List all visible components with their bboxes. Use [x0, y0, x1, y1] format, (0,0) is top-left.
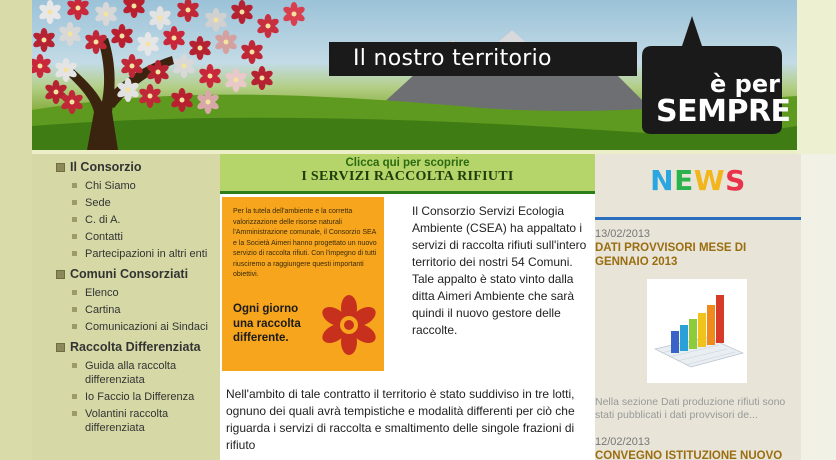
news-title-letter: W — [693, 164, 726, 197]
news-chart-thumbnail[interactable] — [647, 279, 747, 383]
cta-title: I SERVIZI RACCOLTA RIFIUTI — [301, 169, 514, 184]
news-excerpt: Nella sezione Dati produzione rifiuti sono stati pubblicati i dati provvisori de... — [595, 396, 786, 421]
bar-chart-icon — [647, 279, 747, 383]
tree-flower — [172, 54, 196, 78]
sidebar-section-title[interactable]: Il Consorzio — [56, 158, 220, 176]
sidebar-item-sede[interactable]: Sede — [70, 196, 220, 210]
slogan-line2: SEMPRE — [656, 94, 791, 129]
tree-flower — [38, 0, 62, 24]
sidebar-item-io-faccio[interactable]: Io Faccio la Differenza — [70, 390, 220, 404]
sidebar-section-raccolta — [56, 338, 220, 435]
tree-flower — [162, 26, 186, 50]
slogan-line1: è per — [710, 70, 780, 98]
tree-flower — [58, 22, 82, 46]
tree-flower — [148, 6, 172, 30]
tree-flower — [230, 0, 254, 24]
tree-flower — [110, 24, 134, 48]
banner-title: Il nostro territorio — [329, 42, 637, 76]
sidebar — [32, 154, 220, 460]
sidebar-item-volantini[interactable]: Volantini raccolta differenziata — [70, 407, 220, 435]
news-title-letter: N — [650, 164, 675, 197]
news-headline-link[interactable]: DATI PROVVISORI MESE DI GENNAIO 2013 — [595, 242, 747, 268]
sidebar-item-chi-siamo[interactable]: Chi Siamo — [70, 179, 220, 193]
page-edge — [801, 154, 836, 460]
sidebar-item-partecipazioni[interactable]: Partecipazioni in altri enti — [70, 247, 220, 261]
tree-flower — [32, 28, 56, 52]
tree-flower — [250, 66, 274, 90]
main-content — [220, 154, 595, 460]
intro-paragraph: Il Consorzio Servizi Ecologia Ambiente (CSEA) ha appaltato i servizi di raccolta rifiuti sull'intero territorio dei nostri 54 Comuni. Tale appalto è stato vinto dalla ditta Aimeri Ambiente che sarà quindi il nuovo gestore delle raccolte. — [412, 204, 587, 337]
news-date: 13/02/2013 — [595, 228, 651, 240]
sidebar-item-elenco[interactable]: Elenco — [70, 286, 220, 300]
page-edge — [797, 0, 836, 154]
news-title — [595, 164, 801, 197]
news-excerpt-block — [595, 396, 801, 422]
tree-flower — [66, 0, 90, 20]
tree-flower — [176, 0, 200, 22]
cta-subtitle: Clicca qui per scoprire — [345, 157, 470, 169]
sidebar-item-guida[interactable]: Guida alla raccolta differenziata — [70, 359, 220, 387]
tree-flower — [256, 14, 280, 38]
sidebar-item-comunicazioni[interactable]: Comunicazioni ai Sindaci — [70, 320, 220, 334]
tree-flower — [240, 40, 264, 64]
tree-flower — [136, 32, 160, 56]
sidebar-item-cda[interactable]: C. di A. — [70, 213, 220, 227]
tree-flower — [204, 8, 228, 32]
header-banner — [32, 0, 797, 150]
news-panel — [595, 154, 801, 460]
sidebar-section-comuni — [56, 265, 220, 334]
sidebar-section-title[interactable]: Comuni Consorziati — [56, 265, 220, 283]
sidebar-item-cartina[interactable]: Cartina — [70, 303, 220, 317]
news-item[interactable] — [595, 436, 801, 460]
news-title-letter: E — [674, 164, 694, 197]
tree-flower — [188, 36, 212, 60]
news-date: 12/02/2013 — [595, 436, 651, 448]
tree-flower — [198, 64, 222, 88]
news-item[interactable] — [595, 228, 801, 269]
body-paragraph: Nell'ambito di tale contratto il territorio è stato suddiviso in tre lotti, ognuno dei quali avrà tempistiche e modalità differenti per ciò che riguarda i servizi di raccolta e smaltimento delle singole frazioni di rifiuto — [226, 387, 575, 452]
news-title-letter: S — [725, 164, 746, 197]
slogan-badge — [622, 16, 791, 134]
sidebar-section-title[interactable]: Raccolta Differenziata — [56, 338, 220, 356]
news-divider — [595, 217, 801, 220]
news-headline-link[interactable]: CONVEGNO ISTITUZIONE NUOVO — [595, 450, 783, 460]
promo-text: Per la tutela dell'ambiente e la corretta valorizzazione delle risorse naturali l'Amministrazione comunale, il Consorzio SEA e la Società Aimeri hanno progettato un nuovo servizio di raccolta rifiuti. Con l'impegno di tutti riusciremo a raggiungere questi importanti obiettivi. — [233, 208, 377, 278]
tree-flower — [32, 54, 52, 78]
tree-flower — [282, 2, 306, 26]
promo-headline: Ogni giorno una raccolta differente. — [233, 303, 301, 344]
flower-logo-icon — [318, 292, 380, 358]
sidebar-section-consorzio — [56, 158, 220, 261]
tree-flower — [122, 0, 146, 18]
tree-flower — [94, 2, 118, 26]
services-cta-banner[interactable] — [220, 154, 595, 194]
promo-image[interactable] — [222, 197, 384, 371]
tree-flower — [214, 30, 238, 54]
tree-flower — [224, 68, 248, 92]
sidebar-item-contatti[interactable]: Contatti — [70, 230, 220, 244]
